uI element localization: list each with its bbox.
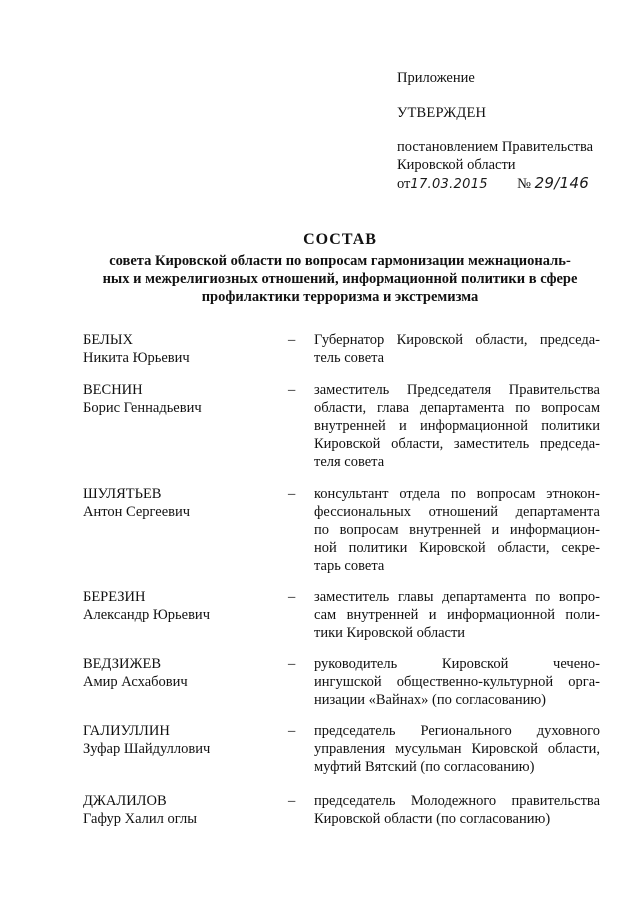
member-role (314, 792, 600, 828)
member-given-name: Никита Юрьевич (83, 350, 190, 366)
role-line: низации «Вайнах» (по согласованию) (314, 692, 547, 708)
member-surname: ДЖАЛИЛОВ (83, 793, 167, 809)
document-title: СОСТАВ (303, 231, 377, 248)
role-line: председатель Молодежного правительства (314, 793, 600, 809)
member-surname: ВЕДЗИЖЕВ (83, 656, 162, 672)
subtitle-line: совета Кировской области по вопросам гармонизации межнациональ- (109, 253, 571, 269)
handwritten-number: 29/146 (534, 174, 590, 192)
member-name (83, 655, 273, 691)
role-line: области, глава департамента по вопросам (314, 400, 600, 416)
member-name (83, 792, 273, 828)
member-given-name: Антон Сергеевич (83, 504, 191, 520)
member-role (314, 485, 600, 575)
role-line: сам внутренней и информационной поли- (314, 607, 600, 623)
role-line: председатель Регионального духовного (314, 723, 600, 739)
role-line: руководитель Кировской чечено- (314, 656, 600, 672)
member-dash: – (288, 486, 296, 502)
member-given-name: Борис Геннадьевич (83, 400, 202, 416)
role-line: тель совета (314, 350, 385, 366)
member-name (83, 722, 273, 758)
member-name (83, 381, 273, 417)
member-role (314, 588, 600, 642)
member-surname: БЕЛЫХ (83, 332, 133, 348)
member-dash: – (288, 723, 296, 739)
member-surname: ГАЛИУЛЛИН (83, 723, 170, 739)
role-line: Кировской области (по согласованию) (314, 811, 551, 827)
role-line: по вопросам внутренней и информацион- (314, 522, 600, 538)
role-line: тарь совета (314, 558, 385, 574)
role-line: управления мусульман Кировской области, (314, 741, 600, 757)
member-surname: ВЕСНИН (83, 382, 143, 398)
member-dash: – (288, 793, 296, 809)
role-line: фессиональных отношений департамента (314, 504, 600, 520)
member-role (314, 655, 600, 709)
member-dash: – (288, 656, 296, 672)
annex-label: Приложение (397, 70, 475, 86)
member-role (314, 722, 600, 776)
role-line: заместитель Председателя Правительства (314, 382, 600, 398)
role-line: муфтий Вятский (по согласованию) (314, 759, 535, 775)
role-line: тики Кировской области (314, 625, 466, 641)
role-line: ингушской общественно-культурной орга- (314, 674, 600, 690)
decree-reference (397, 138, 602, 194)
member-given-name: Гафур Халил оглы (83, 811, 197, 827)
decree-date-line (397, 174, 602, 194)
member-surname: ШУЛЯТЬЕВ (83, 486, 162, 502)
handwritten-date: 17.03.2015 (410, 177, 488, 192)
subtitle-line: профилактики терроризма и экстремизма (201, 289, 479, 305)
member-dash: – (288, 382, 296, 398)
member-role (314, 331, 600, 367)
member-dash: – (288, 332, 296, 348)
role-line: заместитель главы департамента по вопро- (314, 589, 600, 605)
decree-line: постановлением Правительства (397, 139, 594, 155)
member-given-name: Амир Асхабович (83, 674, 188, 690)
member-name (83, 331, 273, 367)
member-given-name: Зуфар Шайдуллович (83, 741, 211, 757)
member-role (314, 381, 600, 471)
member-surname: БЕРЕЗИН (83, 589, 146, 605)
document-heading (70, 231, 610, 306)
role-line: теля совета (314, 454, 385, 470)
role-line: Губернатор Кировской области, председа- (314, 332, 600, 348)
date-prefix: от (397, 176, 411, 192)
subtitle-line: ных и межрелигиозных отношений, информационной политики в сфере (102, 271, 578, 287)
member-name (83, 485, 273, 521)
document-subtitle (70, 252, 610, 306)
member-given-name: Александр Юрьевич (83, 607, 210, 623)
role-line: внутренней и информационной политики (314, 418, 600, 434)
number-prefix: № (517, 176, 531, 192)
member-name (83, 588, 273, 624)
role-line: ной политики Кировской области, секре- (314, 540, 600, 556)
role-line: консультант отдела по вопросам этнокон- (314, 486, 600, 502)
decree-line: Кировской области (397, 157, 516, 173)
approved-label: УТВЕРЖДЕН (397, 105, 487, 121)
member-dash: – (288, 589, 296, 605)
role-line: Кировской области, заместитель председа- (314, 436, 600, 452)
